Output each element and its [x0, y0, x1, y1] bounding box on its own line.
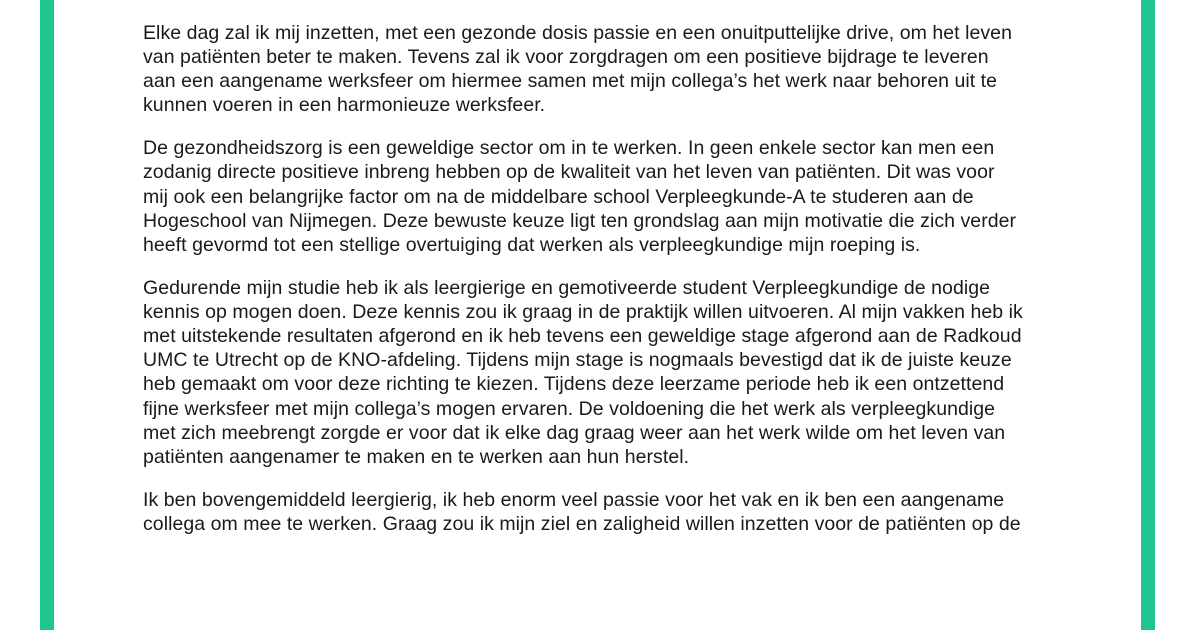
text-line: met zich meebrengt zorgde er voor dat ik elke dag graag weer aan het werk wilde om het leven van: [143, 421, 1006, 444]
text-line: [143, 0, 1073, 2]
text-line: zodanig directe positieve inbreng hebben op de kwaliteit van het leven van patiënten. Dit was voor: [143, 161, 995, 184]
text-line: UMC te Utrecht op de KNO-afdeling. Tijdens mijn stage is nogmaals bevestigd dat ik de juiste keuze: [143, 349, 1012, 372]
text-line: fijne werksfeer met mijn collega’s mogen ervaren. De voldoening die het werk als verpleegkundige: [143, 397, 996, 420]
text-line: patiënten aangenamer te maken en te werken aan hun herstel.: [143, 445, 690, 468]
paragraph-3: [143, 136, 1073, 257]
text-line: Gedurende mijn studie heb ik als leergierige en gemotiveerde student Verpleegkundige de nodige: [143, 276, 991, 299]
text-line: Elke dag zal ik mij inzetten, met een gezonde dosis passie en een onuitputtelijke drive, om het leven: [143, 21, 1012, 44]
text-line: collega om mee te werken. Graag zou ik mijn ziel en zaligheid willen inzetten voor de patiënten op de: [143, 512, 1021, 535]
text-line: van patiënten beter te maken. Tevens zal ik voor zorgdragen om een positieve bijdrage te leveren: [143, 45, 989, 68]
paragraph-2: [143, 21, 1073, 118]
paragraph-4: [143, 276, 1073, 470]
text-line: kunnen voeren in een harmonieuze werksfeer.: [143, 94, 546, 117]
text-line: Ik ben bovengemiddeld leergierig, ik heb enorm veel passie voor het vak en ik ben een aangename: [143, 488, 1005, 511]
text-line: met uitstekende resultaten afgerond en ik heb tevens een geweldige stage afgerond aan de Radkoud: [143, 325, 1022, 348]
letter-body: [143, 0, 1073, 555]
page-border-right: [1141, 0, 1155, 630]
text-line: kennis op mogen doen. Deze kennis zou ik graag in de praktijk willen uitvoeren. Al mijn vakken heb ik: [143, 300, 1023, 323]
text-line: De gezondheidszorg is een geweldige sector om in te werken. In geen enkele sector kan men een: [143, 137, 995, 160]
text-line: mij ook een belangrijke factor om na de middelbare school Verpleegkunde-A te studeren aan de: [143, 185, 974, 208]
paragraph-5: [143, 488, 1073, 536]
paragraph-1: [143, 0, 1073, 2]
text-line: heeft gevormd tot een stellige overtuiging dat werken als verpleegkundige mijn roeping is.: [143, 233, 921, 256]
page-border-left: [40, 0, 54, 630]
text-line: aan een aangename werksfeer om hiermee samen met mijn collega’s het werk naar behoren uit te: [143, 70, 998, 93]
text-line: heb gemaakt om voor deze richting te kiezen. Tijdens deze leerzame periode heb ik een ontzettend: [143, 373, 1005, 396]
text-line: Hogeschool van Nijmegen. Deze bewuste keuze ligt ten grondslag aan mijn motivatie die zich verder: [143, 209, 1017, 232]
